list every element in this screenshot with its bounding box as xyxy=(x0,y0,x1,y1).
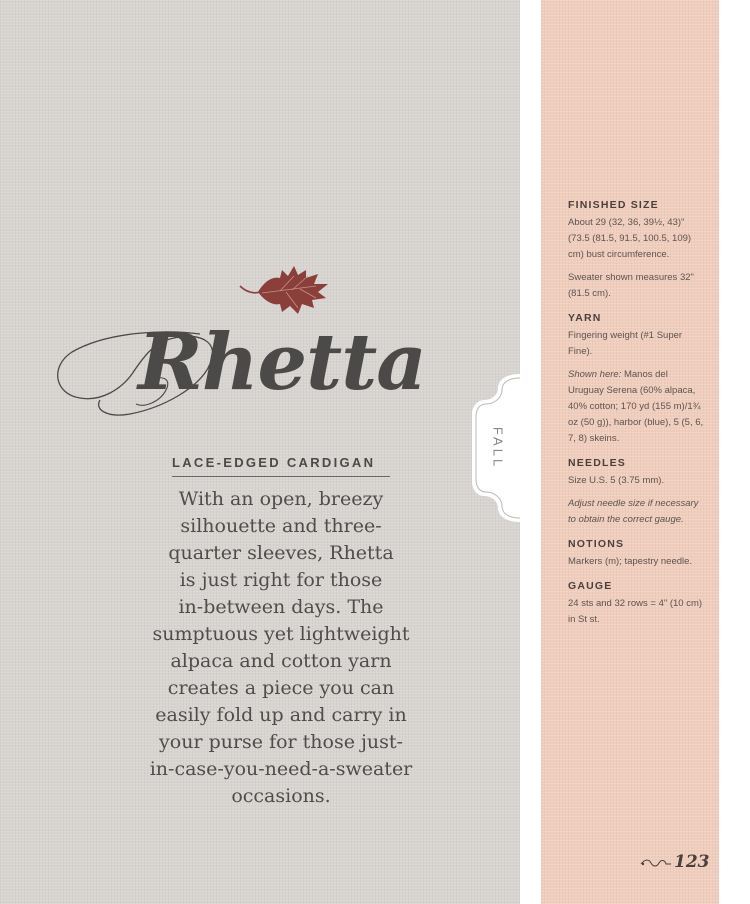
section-tab-label: FALL xyxy=(490,426,506,470)
spec-notions xyxy=(568,538,704,570)
spec-text: Size U.S. 5 (3.75 mm). xyxy=(568,475,665,486)
spec-yarn xyxy=(568,312,704,447)
intro-paragraph xyxy=(128,486,434,810)
intro-line: quarter sleeves, Rhetta xyxy=(168,542,394,564)
intro-line: sumptuous yet lightweight xyxy=(152,623,410,645)
intro-line: in-between days. The xyxy=(178,596,384,618)
spec-list xyxy=(568,199,704,638)
page-title: Rhetta xyxy=(138,317,426,408)
spec-text: Fingering weight (#1 Super Fine). xyxy=(568,330,683,357)
spec-text: Sweater shown measures 32" (81.5 cm). xyxy=(568,272,694,299)
page-margin xyxy=(719,0,750,904)
intro-line: silhouette and three- xyxy=(180,515,382,537)
intro-line: in-case-you-need-a-sweater xyxy=(149,758,413,780)
spec-text: 24 sts and 32 rows = 4" (10 cm) in St st. xyxy=(568,598,703,625)
intro-line: alpaca and cotton yarn xyxy=(170,650,392,672)
title-block xyxy=(50,312,440,432)
intro-line: your purse for those just- xyxy=(159,731,403,753)
spec-detail: Manos del Uruguay Serena (60% alpaca, 40% cotton; 170 yd (155 m)/1¾ oz (50 g)), harbor (blue), 5 (5, 6, 7, 8) skeins. xyxy=(568,369,704,444)
page-subtitle: LACE-EDGED CARDIGAN xyxy=(172,455,390,477)
spec-needles xyxy=(568,457,704,528)
page-number: 123 xyxy=(674,852,710,872)
spec-gauge xyxy=(568,580,704,628)
spec-heading: NEEDLES xyxy=(568,457,626,469)
spec-heading: FINISHED SIZE xyxy=(568,199,659,211)
page-folio xyxy=(640,852,710,876)
spec-heading: NOTIONS xyxy=(568,538,625,550)
spec-heading: YARN xyxy=(568,312,602,324)
spec-text xyxy=(568,367,704,447)
intro-line: is just right for those xyxy=(179,569,383,591)
intro-line: With an open, breezy xyxy=(178,488,384,510)
spec-finished-size xyxy=(568,199,704,302)
spec-heading: GAUGE xyxy=(568,580,613,592)
spec-emphasis: Shown here: xyxy=(568,369,622,380)
intro-line: creates a piece you can xyxy=(167,677,395,699)
spec-text: Adjust needle size if necessary to obtain the correct gauge. xyxy=(568,498,699,525)
spec-text: Markers (m); tapestry needle. xyxy=(568,556,693,567)
intro-line: occasions. xyxy=(231,785,331,807)
swirl-ornament-icon xyxy=(640,858,672,870)
intro-line: easily fold up and carry in xyxy=(155,704,407,726)
spec-text: About 29 (32, 36, 39½, 43)" (73.5 (81.5, 91.5, 100.5, 109) cm) bust circumference. xyxy=(568,217,692,260)
